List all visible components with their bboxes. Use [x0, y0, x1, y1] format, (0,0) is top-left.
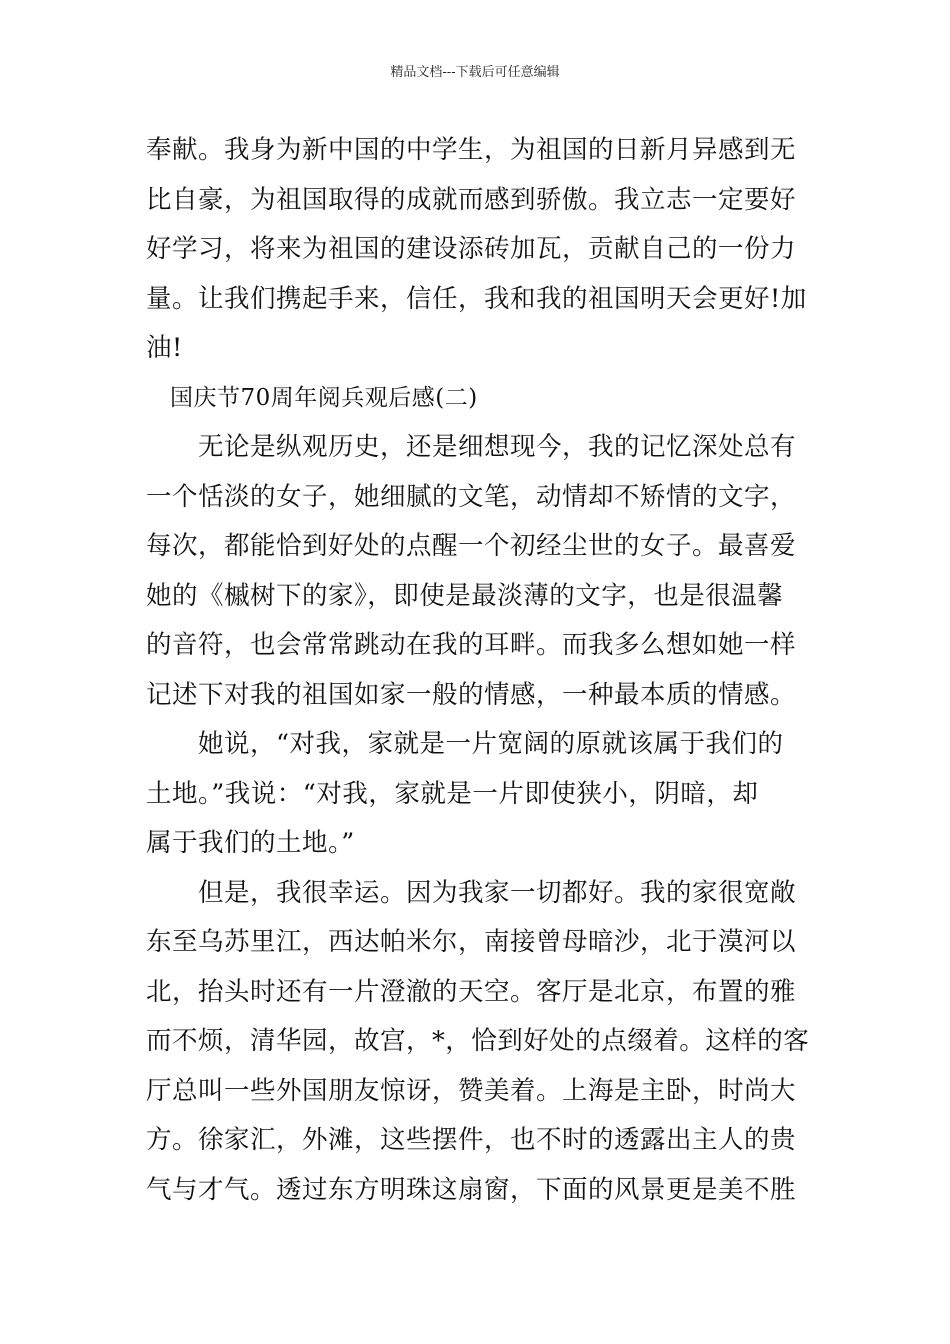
text-line: 奉献。我身为新中国的中学生，为祖国的日新月异感到无 — [146, 135, 797, 165]
body-text — [146, 126, 826, 1215]
text-line: 记述下对我的祖国如家一般的情感，一种最本质的情感。 — [146, 679, 797, 710]
text-line: 但是，我很幸运。因为我家一切都好。我的家很宽敞 — [198, 877, 797, 908]
text-line: 一个恬淡的女子，她细腻的文笔，动情却不矫情的文字， — [146, 481, 797, 512]
text-line: 厅总叫一些外国朋友惊讶，赞美着。上海是主卧，时尚大 — [146, 1075, 797, 1106]
text-line: 的音符，也会常常跳动在我的耳畔。而我多么想如她一样 — [146, 630, 797, 660]
text-line: 每次，都能恰到好处的点醒一个初经尘世的女子。最喜爱 — [146, 531, 797, 561]
text-line: 属于我们的土地。” — [146, 828, 355, 858]
text-line: 比自豪，为祖国取得的成就而感到骄傲。我立志一定要好 — [146, 184, 797, 215]
text-line: 她说，“对我，家就是一片宽阔的原就该属于我们的 — [198, 729, 784, 759]
text-line: 油! — [146, 333, 183, 363]
page-header: 精品文档---下载后可任意编辑 — [390, 65, 560, 80]
text-line: 方。徐家汇，外滩，这些摆件，也不时的透露出主人的贵 — [146, 1125, 797, 1155]
text-line: 北，抬头时还有一片澄澈的天空。客厅是北京，布置的雅 — [146, 976, 797, 1007]
text-line: 土地。”我说：“对我，家就是一片即使狭小，阴暗，却 — [146, 778, 759, 809]
text-line: 东至乌苏里江，西达帕米尔，南接曾母暗沙，北于漠河以 — [146, 927, 797, 957]
text-line: 量。让我们携起手来，信任，我和我的祖国明天会更好!加 — [146, 283, 807, 314]
text-line: 她的《槭树下的家》，即使是最淡薄的文字，也是很温馨 — [146, 580, 784, 611]
text-line: 而不烦，清华园，故宫，*，恰到好处的点缀着。这样的客 — [146, 1026, 810, 1056]
text-line: 好学习，将来为祖国的建设添砖加瓦，贡献自己的一份力 — [146, 234, 797, 264]
text-line: 气与才气。透过东方明珠这扇窗，下面的风景更是美不胜 — [146, 1174, 797, 1205]
section-heading: 国庆节70周年阅兵观后感(二) — [170, 384, 478, 411]
text-line: 无论是纵观历史，还是细想现今，我的记忆深处总有 — [198, 432, 797, 462]
